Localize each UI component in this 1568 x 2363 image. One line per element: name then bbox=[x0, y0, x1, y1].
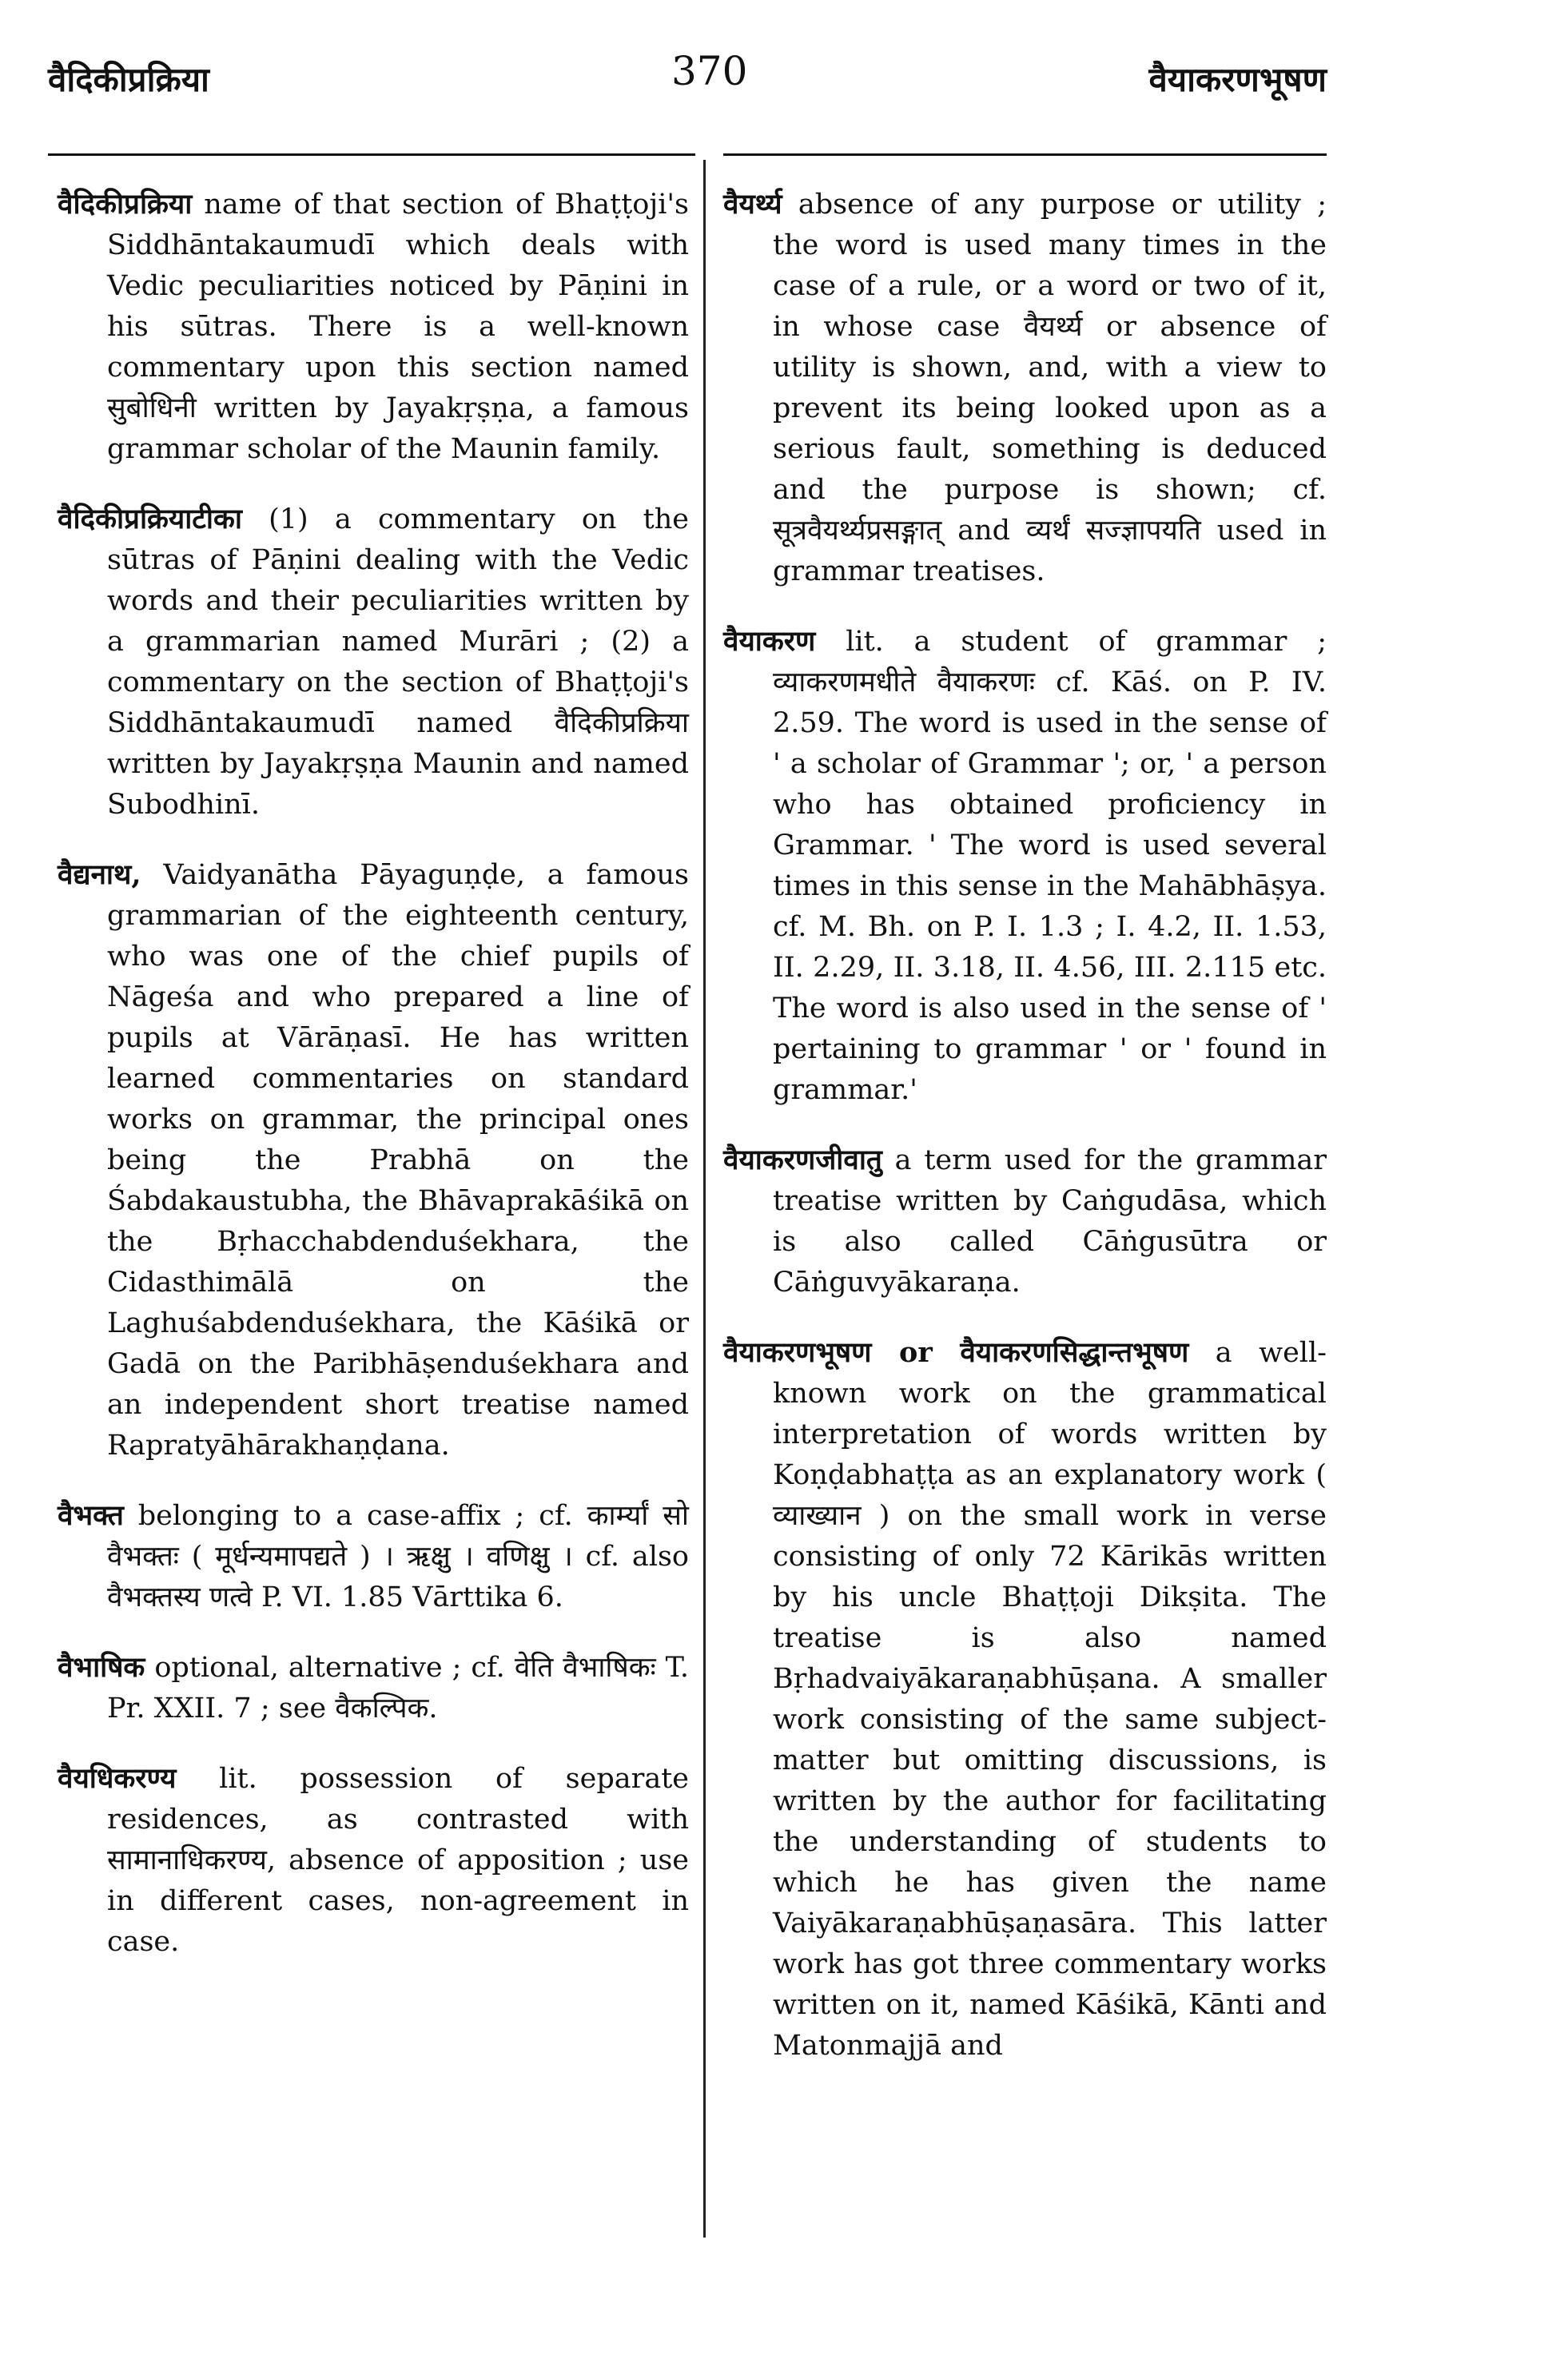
entry-headword: वैद्यनाथ, bbox=[58, 858, 141, 891]
running-head-left: वैदिकीप्रक्रिया bbox=[48, 60, 209, 99]
entry-headword: वैभाषिक bbox=[58, 1651, 145, 1684]
page-header bbox=[48, 48, 1327, 120]
page-number: 370 bbox=[671, 48, 748, 94]
dictionary-entry bbox=[58, 1647, 689, 1729]
entry-headword: वैदिकीप्रक्रिया bbox=[58, 188, 193, 221]
entry-text: lit. possession of separate residences, as contrasted with सामानाधिकरण्य, absence of apposition ; use in different cases, non-agreement in case. bbox=[107, 1763, 689, 1958]
right-column bbox=[723, 184, 1327, 2095]
entry-text: belonging to a case-affix ; cf. कार्म्यां सो वैभक्तः ( मूर्धन्यमापद्यते ) । ऋक्षु । वणिक्षु । cf. also वैभक्तस्य णत्वे P. VI. 1.85 Vārttika 6. bbox=[107, 1500, 689, 1613]
entry-text: absence of any purpose or utility ; the word is used many times in the case of a rule, or a word or two of it, in whose case वैयर्थ्य or absence of utility is shown, and, with a view to prevent its being looked upon as a serious fault, something is deduced and the purpose is shown; cf. सूत्रवैयर्थ्यप्रसङ्गात् and व्यर्थं सज्ज्ञापयति used in grammar treatises. bbox=[773, 189, 1327, 587]
entry-headword: वैयाकरणजीवातु bbox=[723, 1144, 882, 1176]
dictionary-entry bbox=[723, 1332, 1327, 2067]
dictionary-entry bbox=[58, 1495, 689, 1618]
entry-headword: वैदिकीप्रक्रियाटीका bbox=[58, 503, 242, 535]
dictionary-entry bbox=[58, 184, 689, 470]
header-rule-right bbox=[723, 153, 1327, 156]
entry-text: (1) a commentary on the sūtras of Pāṇini dealing with the Vedic words and their peculiarities written by a grammarian named Murāri ; (2) a commentary on the section of Bhaṭṭoji's Siddhāntakaumudī named वैदिकीप्रक्रिया written by Jayakṛṣṇa Maunin and named Subodhinī. bbox=[107, 503, 689, 821]
entry-headword: वैयाकरण bbox=[723, 625, 816, 658]
left-column bbox=[58, 184, 689, 1991]
entry-text: name of that section of Bhaṭṭoji's Siddhāntakaumudī which deals with Vedic peculiarities noticed by Pāṇini in his sūtras. There is a well-known commentary upon this section named सुबोधिनी written by Jayakṛṣṇa, a famous grammar scholar of the Maunin family. bbox=[107, 189, 689, 465]
dictionary-entry bbox=[58, 854, 689, 1466]
header-rule-left bbox=[48, 153, 695, 156]
dictionary-entry bbox=[723, 1140, 1327, 1303]
dictionary-entry bbox=[723, 621, 1327, 1111]
entry-text: a well-known work on the grammatical interpretation of words written by Koṇḍabhaṭṭa as an explanatory work ( व्याख्यान ) on the small work in verse consisting of only 72 Kārikās written by his uncle Bhaṭṭoji Dikṣita. The treatise is also named Bṛhadvaiyākaraṇabhūṣana. A smaller work consisting of the same subject-matter but omitting discussions, is written by the author for facilitating the understanding of students to which he has given the name Vaiyākaraṇabhūṣaṇasāra. This latter work has got three commentary works written on it, named Kāśikā, Kānti and Matonmajjā and bbox=[773, 1337, 1327, 2062]
column-divider bbox=[703, 160, 706, 2238]
entry-headword: वैयाकरणभूषण or वैयाकरणसिद्धान्तभूषण bbox=[723, 1336, 1189, 1369]
entry-text: optional, alternative ; cf. वेति वैभाषिकः T. Pr. XXII. 7 ; see वैकल्पिक. bbox=[107, 1652, 689, 1725]
dictionary-entry bbox=[58, 1758, 689, 1963]
entry-headword: वैयर्थ्य bbox=[723, 188, 782, 221]
entry-headword: वैभक्त bbox=[58, 1499, 124, 1532]
dictionary-entry bbox=[723, 184, 1327, 592]
running-head-right: वैयाकरणभूषण bbox=[1148, 60, 1327, 99]
entry-text: lit. a student of grammar ; व्याकरणमधीते वैयाकरणः cf. Kāś. on P. IV. 2.59. The word is used in the sense of ' a scholar of Grammar '; or, ' a person who has obtained proficiency in Grammar. ' The word is used several times in this sense in the Mahābhāṣya. cf. M. Bh. on P. I. 1.3 ; I. 4.2, II. 1.53, II. 2.29, II. 3.18, II. 4.56, III. 2.115 etc. The word is also used in the sense of ' pertaining to grammar ' or ' found in grammar.' bbox=[773, 626, 1327, 1106]
dictionary-entry bbox=[58, 499, 689, 825]
entry-text: a term used for the grammar treatise written by Caṅgudāsa, which is also called Cāṅgusūtra or Cāṅguvyākaraṇa. bbox=[773, 1144, 1327, 1299]
entry-text: Vaidyanātha Pāyaguṇḍe, a famous grammarian of the eighteenth century, who was one of the chief pupils of Nāgeśa and who prepared a line of pupils at Vārāṇasī. He has written learned commentaries on standard works on grammar, the principal ones being the Prabhā on the Śabdakaustubha, the Bhāvaprakāśikā on the Bṛhacchabdenduśekhara, the Cidasthimālā on the Laghuśabdenduśekhara, the Kāśikā or Gadā on the Paribhāṣenduśekhara and an independent short treatise named Rapratyāhārakhaṇḍana. bbox=[107, 859, 689, 1462]
entry-headword: वैयधिकरण्य bbox=[58, 1762, 177, 1795]
